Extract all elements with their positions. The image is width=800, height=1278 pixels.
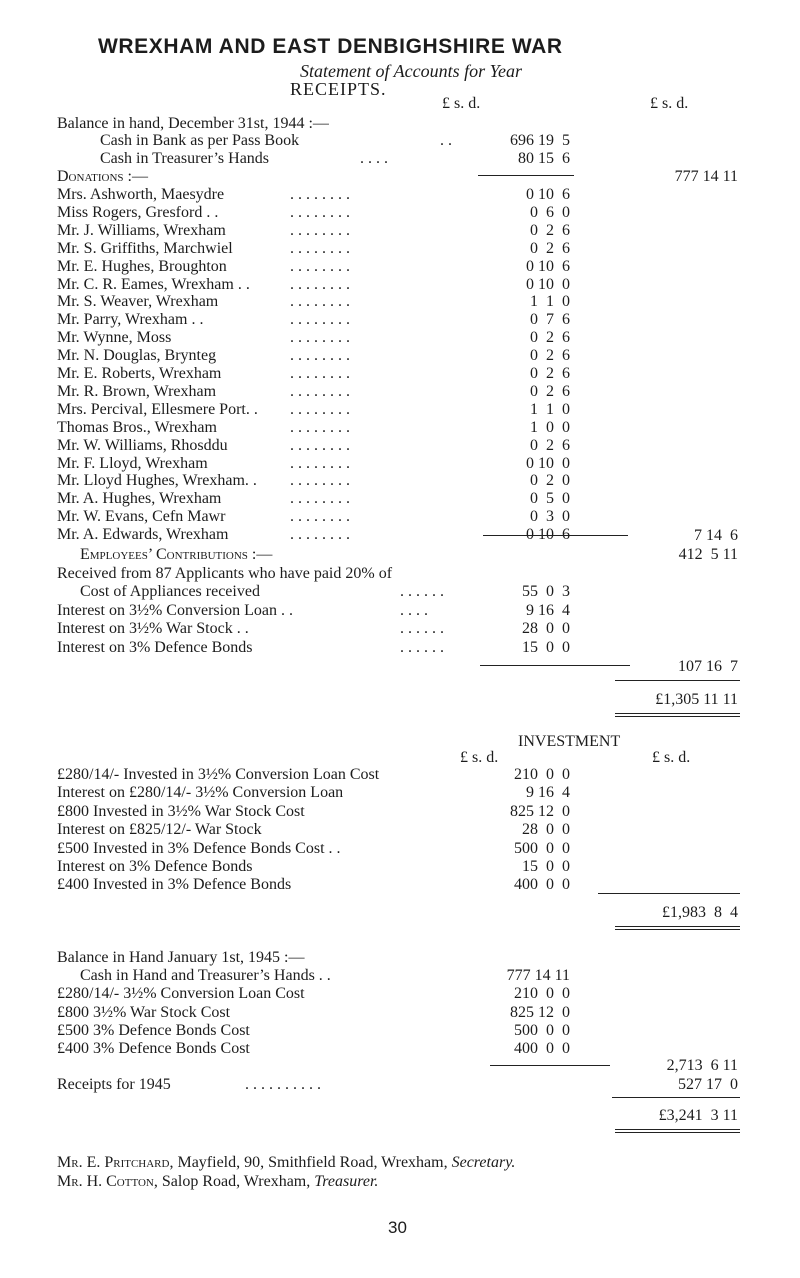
investment-row-amount: 500 0 0 — [514, 839, 570, 857]
leader-dots: . . . . — [400, 601, 428, 619]
receipts-grand-total: £1,305 11 11 — [655, 691, 738, 708]
balance-1945-row-amount: 500 0 0 — [514, 1021, 570, 1039]
leader-dots: . . . . . . . . — [290, 382, 350, 400]
donation-row-label: Mr. Parry, Wrexham . . — [57, 311, 204, 329]
donation-row-amount: 1 0 0 — [530, 418, 570, 436]
section-heading-receipts: RECEIPTS. — [290, 79, 387, 99]
donation-row-amount: 1 1 0 — [530, 400, 570, 418]
double-rule — [615, 1129, 740, 1133]
investment-row-amount: 825 12 0 — [510, 802, 570, 820]
interest-row-label: Interest on 3½% War Stock . . — [57, 620, 249, 637]
investment-row-label: £400 Invested in 3% Defence Bonds — [57, 876, 292, 894]
donation-row-amount: 0 2 6 — [530, 329, 570, 347]
balance-1945-subtotal: 2,713 6 11 — [666, 1057, 738, 1074]
investment-row-label: Interest on £825/12/- War Stock — [57, 821, 262, 839]
donation-row-label: Mr. W. Evans, Cefn Mawr — [57, 508, 226, 526]
donation-row-amount: 0 2 6 — [530, 347, 570, 365]
leader-dots: . . . . . . . . . . — [245, 1076, 321, 1093]
interest-row-amount: 15 0 0 — [522, 638, 570, 656]
currency-header-outer: £ s. d. — [650, 95, 689, 112]
treasurer-name: Mr. H. Cotton, — [57, 1173, 158, 1190]
currency-header-outer: £ s. d. — [652, 749, 691, 766]
investment-row-amount: 9 16 4 — [526, 784, 570, 802]
investment-total: £1,983 8 4 — [662, 904, 738, 921]
subtotal-rule — [480, 665, 630, 666]
page-number: 30 — [388, 1218, 407, 1237]
leader-dots: . . . . — [360, 150, 388, 167]
leader-dots: . . . . . . . . — [290, 293, 350, 311]
leader-dots: . . . . . . . . — [290, 472, 350, 490]
balance-1945-heading: Balance in Hand January 1st, 1945 :— — [57, 949, 305, 966]
leader-dots: . . . . . . . . — [290, 203, 350, 221]
balance-1944-heading: Balance in hand, December 31st, 1944 :— — [57, 115, 329, 132]
interest-row-label: Interest on 3½% Conversion Loan . . — [57, 601, 293, 619]
donation-row-amount: 0 2 6 — [530, 365, 570, 382]
employees-heading: Employees’ Contributions :— — [80, 546, 273, 563]
donation-row-label: Miss Rogers, Gresford . . — [57, 203, 219, 221]
balance-1945-row-label: Cash in Hand and Treasurer’s Hands . . — [80, 967, 331, 984]
investment-row-label: Interest on 3% Defence Bonds — [57, 858, 253, 875]
investment-row-label: £500 Invested in 3% Defence Bonds Cost . . — [57, 839, 341, 857]
interest-row-amount: 28 0 0 — [522, 620, 570, 637]
leader-dots: . . . . . . — [400, 638, 444, 656]
investment-row-amount: 400 0 0 — [514, 876, 570, 894]
subtotal-rule — [483, 535, 628, 536]
balance-item-amount: 80 15 6 — [518, 150, 570, 167]
balance-1945-row-label: £280/14/- 3½% Conversion Loan Cost — [57, 985, 305, 1003]
leader-dots: . . . . . . . . — [290, 454, 350, 472]
treasurer-address: Salop Road, Wrexham, — [161, 1173, 311, 1190]
leader-dots: . . . . . . — [400, 620, 444, 637]
donation-row-amount: 0 2 6 — [530, 382, 570, 400]
investment-row-label: £800 Invested in 3½% War Stock Cost — [57, 802, 305, 820]
secretary-address: Mayfield, 90, Smithfield Road, Wrexham, — [177, 1154, 448, 1171]
secretary-line — [57, 1154, 515, 1172]
investment-row-label: Interest on £280/14/- 3½% Conversion Loan — [57, 784, 344, 802]
leader-dots: . . — [440, 132, 452, 149]
donation-row-label: Mr. Lloyd Hughes, Wrexham. . — [57, 472, 257, 490]
donation-row-label: Mr. S. Weaver, Wrexham — [57, 293, 219, 311]
receipts-1945-label: Receipts for 1945 — [57, 1076, 171, 1093]
donation-row-amount: 0 2 6 — [530, 221, 570, 239]
leader-dots: . . . . . . . . — [290, 526, 350, 544]
leader-dots: . . . . . . . . — [290, 436, 350, 454]
investment-row-amount: 15 0 0 — [522, 858, 570, 875]
donation-row-amount: 0 2 6 — [530, 436, 570, 454]
donation-row-amount: 0 2 0 — [530, 472, 570, 490]
leader-dots: . . . . . . . . — [290, 329, 350, 347]
donation-row-amount: 0 3 0 — [530, 508, 570, 526]
donation-row-label: Mr. C. R. Eames, Wrexham . . — [57, 275, 250, 293]
treasurer-line — [57, 1173, 378, 1191]
interest-row-amount: 9 16 4 — [526, 601, 570, 619]
donation-row-label: Mr. E. Hughes, Broughton — [57, 257, 227, 275]
currency-header-inner: £ s. d. — [460, 749, 499, 766]
balance-1945-row-amount: 825 12 0 — [510, 1003, 570, 1021]
balance-1945-row-label: £400 3% Defence Bonds Cost — [57, 1040, 250, 1058]
donations-heading: Donations :— — [57, 168, 148, 185]
subtotal-rule — [490, 1065, 610, 1066]
employees-total-amount: 412 5 11 — [678, 546, 738, 563]
donation-row-label: Mr. A. Edwards, Wrexham — [57, 526, 229, 544]
total-rule — [598, 893, 740, 894]
leader-dots: . . . . . . . . — [290, 418, 350, 436]
leader-dots: . . . . . . — [400, 583, 444, 600]
interest-row-label: Interest on 3% Defence Bonds — [57, 638, 253, 656]
leader-dots: . . . . . . . . — [290, 311, 350, 329]
leader-dots: . . . . . . . . — [290, 186, 350, 203]
receipts-1945-amount: 527 17 0 — [678, 1076, 738, 1093]
donation-row-amount: 0 10 0 — [526, 275, 570, 293]
donations-total-amount: 7 14 6 — [694, 527, 738, 544]
interest-row-label: Cost of Appliances received — [80, 583, 260, 600]
donation-row-amount: 0 10 0 — [526, 454, 570, 472]
investment-row-label: £280/14/- Invested in 3½% Conversion Loan Cost — [57, 766, 380, 783]
balance-item-label: Cash in Treasurer’s Hands — [100, 150, 270, 167]
leader-dots: . . . . . . . . — [290, 347, 350, 365]
donation-row-label: Mr. S. Griffiths, Marchwiel — [57, 239, 233, 257]
donation-row-label: Mrs. Ashworth, Maesydre — [57, 186, 225, 203]
balance-1945-row-amount: 777 14 11 — [506, 967, 570, 984]
page-subtitle: Statement of Accounts for Year — [300, 61, 522, 81]
donation-row-label: Mr. Wynne, Moss — [57, 329, 172, 347]
balance-item-amount: 696 19 5 — [510, 132, 570, 149]
donation-row-label: Mr. J. Williams, Wrexham — [57, 221, 226, 239]
page-title: WREXHAM AND EAST DENBIGHSHIRE WAR — [98, 35, 563, 58]
donation-row-label: Mr. W. Williams, Rhosddu — [57, 436, 228, 454]
leader-dots: . . . . . . . . — [290, 490, 350, 508]
leader-dots: . . . . . . . . — [290, 239, 350, 257]
investment-row-amount: 210 0 0 — [514, 766, 570, 783]
donation-row-amount: 0 7 6 — [530, 311, 570, 329]
leader-dots: . . . . . . . . — [290, 365, 350, 382]
secretary-name: Mr. E. Pritchard, — [57, 1154, 174, 1171]
balance-1945-row-amount: 210 0 0 — [514, 985, 570, 1003]
donation-row-label: Mr. R. Brown, Wrexham — [57, 382, 217, 400]
interest-total-amount: 107 16 7 — [678, 658, 738, 675]
total-rule — [612, 1097, 740, 1098]
donation-row-label: Thomas Bros., Wrexham — [57, 418, 217, 436]
donation-row-amount: 0 6 0 — [530, 203, 570, 221]
donation-row-label: Mr. F. Lloyd, Wrexham — [57, 454, 208, 472]
double-rule — [615, 713, 740, 717]
leader-dots: . . . . . . . . — [290, 400, 350, 418]
double-rule — [615, 926, 740, 930]
total-rule — [615, 680, 740, 681]
balance-total-amount: 777 14 11 — [674, 168, 738, 185]
donation-row-amount: 1 1 0 — [530, 293, 570, 311]
secretary-role: Secretary. — [451, 1154, 516, 1171]
donation-row-amount: 0 10 6 — [526, 526, 570, 544]
investment-heading: INVESTMENT — [518, 733, 621, 750]
currency-header-inner: £ s. d. — [442, 95, 481, 112]
donation-row-amount: 0 5 0 — [530, 490, 570, 508]
donation-row-label: Mr. E. Roberts, Wrexham — [57, 365, 222, 382]
treasurer-role: Treasurer. — [314, 1173, 379, 1190]
donation-row-label: Mr. N. Douglas, Brynteg — [57, 347, 217, 365]
leader-dots: . . . . . . . . — [290, 275, 350, 293]
balance-1945-row-label: £500 3% Defence Bonds Cost — [57, 1021, 250, 1039]
leader-dots: . . . . . . . . — [290, 257, 350, 275]
balance-item-label: Cash in Bank as per Pass Book — [100, 132, 300, 149]
balance-1945-total: £3,241 3 11 — [658, 1107, 738, 1124]
leader-dots: . . . . . . . . — [290, 221, 350, 239]
balance-1945-row-label: £800 3½% War Stock Cost — [57, 1003, 231, 1021]
donation-row-amount: 0 10 6 — [526, 186, 570, 203]
donation-row-amount: 0 2 6 — [530, 239, 570, 257]
donation-row-label: Mr. A. Hughes, Wrexham — [57, 490, 222, 508]
donation-row-amount: 0 10 6 — [526, 257, 570, 275]
interest-row-amount: 55 0 3 — [522, 583, 570, 600]
subtotal-rule — [478, 175, 574, 176]
leader-dots: . . . . . . . . — [290, 508, 350, 526]
received-line: Received from 87 Applicants who have paid 20% of — [57, 565, 393, 582]
balance-1945-row-amount: 400 0 0 — [514, 1040, 570, 1058]
investment-row-amount: 28 0 0 — [522, 821, 570, 839]
donation-row-label: Mrs. Percival, Ellesmere Port. . — [57, 400, 258, 418]
